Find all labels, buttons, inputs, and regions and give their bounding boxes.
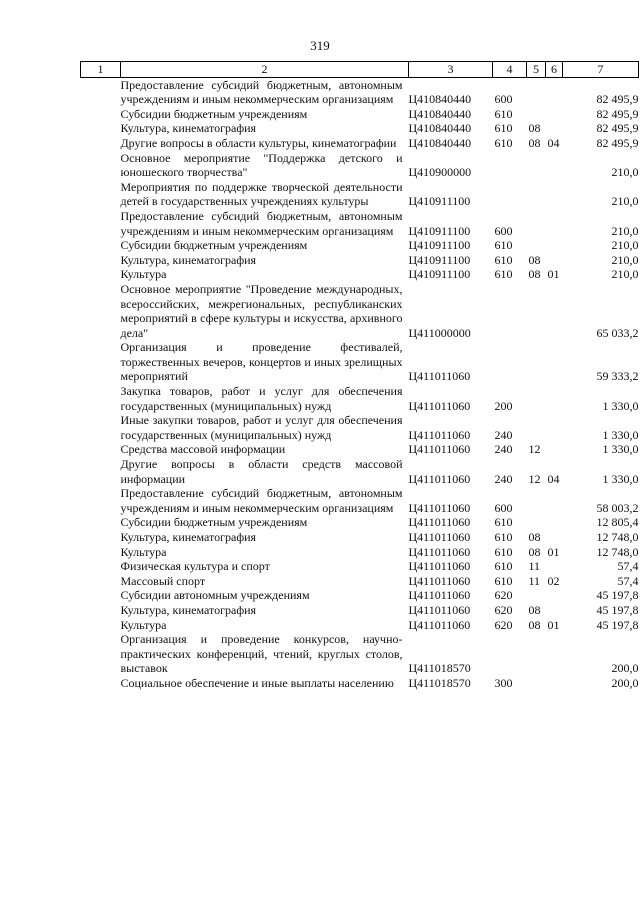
row-name-cell: Субсидии бюджетным учреждениям — [120, 238, 308, 253]
row-number-cell — [81, 413, 121, 442]
row-subsection-cell — [546, 413, 563, 442]
row-subsection-cell — [546, 151, 563, 180]
row-code-cell: Ц411011060 — [408, 515, 471, 530]
row-section-cell: 08 — [528, 121, 541, 136]
row-amount-cell: 57,4 — [617, 559, 639, 574]
row-name-cell: Предоставление субсидий бюджетным, автономным учреждениям и иным некоммерческим организациям — [120, 486, 403, 515]
row-number-cell — [81, 238, 121, 253]
table-row — [81, 384, 639, 413]
row-group-cell — [493, 151, 527, 180]
row-group-cell: 610 — [494, 267, 513, 282]
row-subsection-cell — [546, 238, 563, 253]
row-group-cell — [493, 180, 527, 209]
row-number-cell — [81, 340, 121, 384]
row-name-cell: Другие вопросы в области средств массовой информации — [120, 457, 403, 486]
row-code-cell: Ц410911100 — [408, 223, 471, 238]
table-row — [81, 559, 639, 574]
row-section-cell — [527, 77, 546, 107]
row-code-cell: Ц411011060 — [408, 369, 471, 384]
row-subsection-cell — [546, 180, 563, 209]
row-number-cell — [81, 253, 121, 268]
row-section-cell — [527, 238, 546, 253]
row-name-cell: Культура, кинематография — [120, 252, 257, 267]
row-amount-cell: 82 495,9 — [596, 106, 639, 121]
row-section-cell: 11 — [528, 559, 541, 574]
row-code-cell: Ц410911100 — [408, 238, 471, 253]
row-section-cell: 08 — [528, 530, 541, 544]
row-number-cell — [81, 486, 121, 515]
row-section-cell — [527, 413, 546, 442]
table-row — [81, 486, 639, 515]
row-amount-cell: 82 495,9 — [596, 135, 639, 150]
row-code-cell: Ц411011060 — [408, 442, 471, 457]
table-row — [81, 238, 639, 253]
table-row — [81, 588, 639, 603]
row-amount-cell: 210,0 — [611, 194, 639, 209]
row-subsection-cell: 02 — [547, 573, 560, 588]
row-number-cell — [81, 442, 121, 457]
row-section-cell: 08 — [528, 135, 541, 150]
row-name-cell: Физическая культура и спорт — [120, 559, 270, 574]
row-name-cell: Закупка товаров, работ и услуг для обеспечения государственных (муниципальных) нужд — [120, 384, 403, 413]
row-name-cell: Предоставление субсидий бюджетным, автономным учреждениям и иным некоммерческим организациям — [120, 77, 403, 107]
row-name-cell: Субсидии бюджетным учреждениям — [120, 106, 308, 121]
row-amount-cell: 210,0 — [611, 223, 639, 238]
row-section-cell: 08 — [528, 544, 541, 559]
row-subsection-cell: 01 — [547, 267, 560, 282]
row-section-cell — [527, 588, 546, 603]
row-name-cell: Средства массовой информации — [120, 442, 286, 457]
row-number-cell — [81, 151, 121, 180]
row-amount-cell: 1 330,0 — [602, 471, 639, 486]
row-group-cell: 610 — [494, 238, 513, 253]
row-number-cell — [81, 530, 121, 545]
row-amount-cell: 82 495,9 — [596, 121, 639, 136]
row-code-cell: Ц410840440 — [408, 106, 472, 121]
row-section-cell — [527, 180, 546, 209]
row-section-cell: 08 — [528, 252, 541, 267]
table-row — [81, 676, 639, 691]
row-code-cell: Ц411018570 — [408, 675, 471, 690]
table-row — [81, 107, 639, 122]
row-group-cell — [493, 340, 527, 384]
row-amount-cell: 82 495,9 — [596, 92, 639, 107]
table-row — [81, 267, 639, 282]
row-subsection-cell — [546, 77, 563, 107]
row-amount-cell: 1 330,0 — [602, 427, 639, 442]
row-section-cell — [527, 282, 546, 340]
row-subsection-cell — [546, 515, 563, 530]
table-row — [81, 545, 639, 560]
row-subsection-cell: 01 — [547, 544, 560, 559]
row-subsection-cell: 01 — [547, 617, 560, 632]
row-number-cell — [81, 209, 121, 238]
table-row — [81, 253, 639, 268]
table-row — [81, 209, 639, 238]
row-code-cell: Ц411011060 — [408, 398, 471, 413]
row-subsection-cell: 04 — [547, 471, 560, 486]
row-amount-cell: 45 197,8 — [596, 588, 639, 603]
table-row — [81, 282, 639, 340]
row-code-cell: Ц411011060 — [408, 617, 471, 632]
row-number-cell — [81, 515, 121, 530]
row-amount-cell: 210,0 — [611, 165, 639, 180]
row-code-cell: Ц410900000 — [408, 165, 472, 180]
row-amount-cell: 1 330,0 — [602, 442, 639, 457]
row-number-cell — [81, 588, 121, 603]
table-row — [81, 121, 639, 136]
row-group-cell: 610 — [494, 121, 513, 136]
row-code-cell: Ц410911100 — [408, 252, 471, 267]
row-amount-cell: 57,4 — [617, 573, 639, 588]
table-row — [81, 136, 639, 151]
row-group-cell: 610 — [494, 559, 513, 574]
row-group-cell: 240 — [494, 427, 513, 442]
row-amount-cell: 210,0 — [611, 252, 639, 267]
row-group-cell: 610 — [494, 106, 513, 121]
row-group-cell — [493, 282, 527, 340]
row-code-cell: Ц411011060 — [408, 471, 471, 486]
row-code-cell: Ц411011060 — [408, 427, 471, 442]
row-group-cell: 200 — [494, 398, 513, 413]
row-code-cell: Ц411011060 — [408, 602, 471, 617]
row-section-cell — [527, 209, 546, 238]
row-name-cell: Культура, кинематография — [120, 602, 257, 617]
row-number-cell — [81, 676, 121, 691]
table-row — [81, 180, 639, 209]
table-row — [81, 618, 639, 633]
table-body — [81, 77, 639, 690]
row-subsection-cell — [546, 676, 563, 691]
row-name-cell: Организация и проведение фестивалей, торжественных вечеров, концертов и иных зрелищных мероприятий — [120, 340, 403, 384]
row-subsection-cell — [546, 588, 563, 603]
row-group-cell: 600 — [494, 500, 513, 515]
table-row — [81, 632, 639, 676]
row-subsection-cell — [546, 121, 563, 136]
table-row — [81, 151, 639, 180]
row-subsection-cell — [546, 253, 563, 268]
table-row — [81, 603, 639, 618]
header-cell: 5 — [527, 62, 546, 78]
row-number-cell — [81, 574, 121, 589]
row-section-cell: 11 — [528, 573, 541, 588]
row-subsection-cell — [546, 632, 563, 676]
row-number-cell — [81, 384, 121, 413]
row-group-cell: 610 — [494, 573, 513, 588]
table-row — [81, 77, 639, 107]
row-subsection-cell — [546, 282, 563, 340]
row-number-cell — [81, 121, 121, 136]
row-number-cell — [81, 77, 121, 107]
row-number-cell — [81, 618, 121, 633]
row-number-cell — [81, 267, 121, 282]
header-cell: 2 — [121, 62, 409, 78]
row-number-cell — [81, 136, 121, 151]
table-row — [81, 457, 639, 486]
header-cell: 4 — [493, 62, 527, 78]
row-group-cell: 620 — [494, 602, 513, 617]
row-code-cell: Ц410840440 — [408, 135, 472, 150]
row-name-cell: Иные закупки товаров, работ и услуг для обеспечения государственных (муниципальных) нужд — [120, 413, 403, 442]
row-subsection-cell — [546, 559, 563, 574]
row-code-cell: Ц411000000 — [408, 325, 471, 340]
row-amount-cell: 45 197,8 — [596, 602, 639, 617]
row-number-cell — [81, 559, 121, 574]
row-subsection-cell — [546, 384, 563, 413]
row-code-cell: Ц410911100 — [408, 267, 471, 282]
row-name-cell: Культура — [120, 617, 167, 632]
row-amount-cell: 65 033,2 — [596, 325, 639, 340]
row-section-cell: 08 — [528, 617, 541, 632]
row-amount-cell: 12 748,0 — [596, 544, 639, 559]
table-row — [81, 340, 639, 384]
row-section-cell — [527, 151, 546, 180]
row-amount-cell: 58 003,2 — [596, 500, 639, 515]
row-name-cell: Субсидии бюджетным учреждениям — [120, 515, 308, 530]
row-subsection-cell — [546, 486, 563, 515]
table-row — [81, 530, 639, 545]
row-code-cell: Ц411011060 — [408, 500, 471, 515]
row-code-cell: Ц411018570 — [408, 661, 471, 676]
row-subsection-cell — [546, 442, 563, 457]
row-name-cell: Культура, кинематография — [120, 530, 257, 544]
row-section-cell — [527, 632, 546, 676]
row-code-cell: Ц411011060 — [408, 559, 471, 574]
row-section-cell: 08 — [528, 602, 541, 617]
row-number-cell — [81, 180, 121, 209]
header-cell: 6 — [546, 62, 563, 78]
row-code-cell: Ц411011060 — [408, 544, 471, 559]
row-amount-cell: 200,0 — [611, 675, 639, 690]
row-subsection-cell — [546, 603, 563, 618]
row-code-cell: Ц411011060 — [408, 588, 471, 603]
row-group-cell: 600 — [494, 223, 513, 238]
row-number-cell — [81, 107, 121, 122]
row-code-cell: Ц410911100 — [408, 194, 471, 209]
row-group-cell: 620 — [494, 617, 513, 632]
row-group-cell: 240 — [494, 442, 513, 457]
row-code-cell: Ц410840440 — [408, 121, 472, 136]
row-amount-cell: 12 748,0 — [596, 530, 639, 544]
row-name-cell: Культура — [120, 267, 167, 282]
table-row — [81, 413, 639, 442]
row-name-cell: Социальное обеспечение и иные выплаты населению — [120, 675, 394, 690]
row-group-cell: 240 — [494, 471, 513, 486]
row-group-cell: 610 — [494, 252, 513, 267]
table-row — [81, 515, 639, 530]
row-amount-cell: 12 805,4 — [596, 515, 639, 530]
row-section-cell: 12 — [528, 471, 541, 486]
row-section-cell — [527, 384, 546, 413]
row-amount-cell: 200,0 — [611, 661, 639, 676]
header-cell: 7 — [563, 62, 639, 78]
row-section-cell — [527, 676, 546, 691]
row-section-cell: 08 — [528, 267, 541, 282]
row-name-cell: Основное мероприятие "Проведение международных, всероссийских, межрегиональных, республиканских мероприятий в сфере культуры и искусства, архивного дела" — [120, 281, 403, 340]
row-amount-cell: 1 330,0 — [602, 398, 639, 413]
row-number-cell — [81, 282, 121, 340]
row-code-cell: Ц411011060 — [408, 573, 471, 588]
row-group-cell — [493, 632, 527, 676]
row-section-cell — [527, 486, 546, 515]
row-amount-cell: 210,0 — [611, 267, 639, 282]
row-group-cell: 300 — [494, 675, 513, 690]
row-name-cell: Другие вопросы в области культуры, кинематографии — [120, 135, 397, 150]
row-group-cell: 610 — [494, 530, 513, 544]
header-cell: 3 — [409, 62, 493, 78]
row-group-cell: 610 — [494, 544, 513, 559]
row-code-cell: Ц411011060 — [408, 530, 471, 544]
row-name-cell: Предоставление субсидий бюджетным, автономным учреждениям и иным некоммерческим организациям — [120, 208, 403, 238]
header-row — [81, 62, 639, 78]
row-group-cell: 610 — [494, 135, 513, 150]
budget-table — [80, 61, 639, 691]
table-row — [81, 442, 639, 457]
row-number-cell — [81, 603, 121, 618]
row-subsection-cell: 04 — [547, 135, 560, 150]
row-section-cell — [527, 107, 546, 122]
row-section-cell: 12 — [528, 442, 541, 457]
row-subsection-cell — [546, 209, 563, 238]
row-group-cell: 600 — [494, 92, 513, 107]
row-amount-cell: 210,0 — [611, 238, 639, 253]
row-name-cell: Мероприятия по поддержке творческой деятельности детей в государственных учреждениях культуры — [120, 179, 403, 209]
row-subsection-cell — [546, 530, 563, 545]
row-amount-cell: 59 333,2 — [596, 369, 639, 384]
table-row — [81, 574, 639, 589]
row-name-cell: Массовый спорт — [120, 573, 206, 588]
page-number: 319 — [310, 38, 330, 53]
row-number-cell — [81, 457, 121, 486]
row-amount-cell: 45 197,8 — [596, 617, 639, 632]
row-number-cell — [81, 545, 121, 560]
header-cell: 1 — [81, 62, 121, 78]
row-number-cell — [81, 632, 121, 676]
row-section-cell — [527, 340, 546, 384]
row-subsection-cell — [546, 340, 563, 384]
row-code-cell: Ц410840440 — [408, 92, 472, 107]
row-name-cell: Организация и проведение конкурсов, научно-практических конференций, чтений, круглых столов, выставок — [120, 632, 403, 676]
row-name-cell: Культура, кинематография — [120, 121, 257, 136]
row-section-cell — [527, 515, 546, 530]
row-group-cell: 620 — [494, 588, 513, 603]
row-group-cell: 610 — [494, 515, 513, 530]
row-subsection-cell — [546, 107, 563, 122]
row-name-cell: Культура — [120, 544, 167, 559]
row-name-cell: Субсидии автономным учреждениям — [120, 588, 310, 603]
row-name-cell: Основное мероприятие "Поддержка детского и юношеского творчества" — [120, 150, 403, 180]
